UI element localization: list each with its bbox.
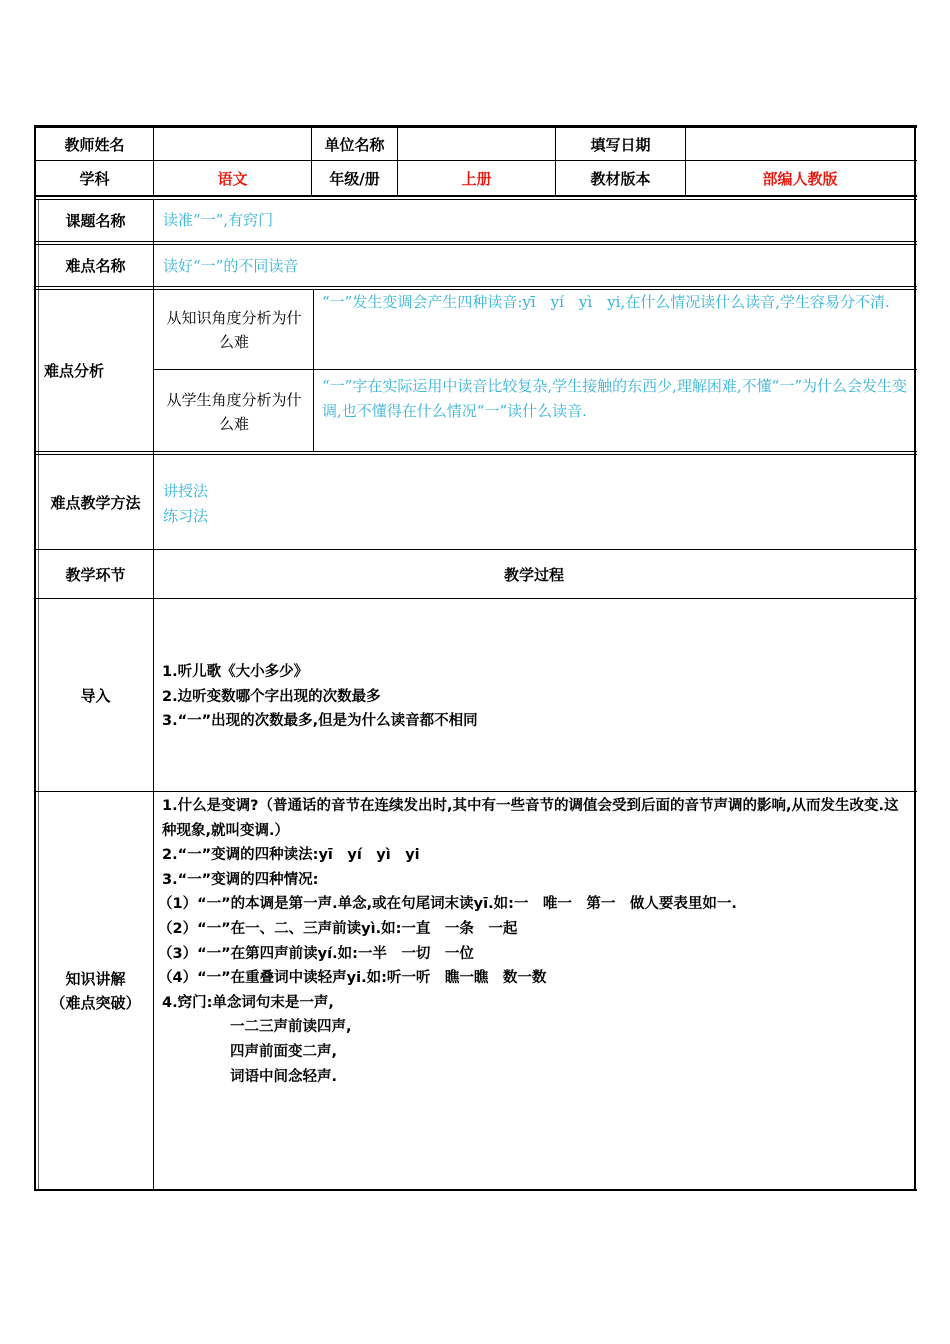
teacher-name-label: 教师姓名: [64, 135, 125, 154]
col-line: [153, 199, 154, 1191]
row-line: [34, 199, 917, 200]
knowledge-line: 2.“一”变调的四种读法:yī yí yì yi: [162, 847, 420, 864]
row-line: [34, 791, 917, 792]
knowledge-line: 四声前面变二声,: [230, 1043, 338, 1060]
table-border-left: [34, 125, 36, 1191]
grade-value: 上册: [461, 169, 492, 188]
col-line: [313, 289, 314, 451]
method-list: [163, 479, 463, 531]
knowledge-line: 1.什么是变调?（普通话的音节在连续发出时,其中有一些音节的调值会受到后面的音节声调的影响,从而发生改变.这种现象,就叫变调.）: [162, 798, 899, 839]
knowledge-label-line2: （难点突破）: [50, 993, 141, 1012]
topic-label: 课题名称: [65, 212, 126, 230]
difficulty-value: 读好“一”的不同读音: [163, 257, 299, 275]
knowledge-line: 词语中间念轻声.: [230, 1068, 338, 1085]
row-line: [34, 241, 917, 242]
row-line: [153, 369, 917, 370]
knowledge-line: 3.“一”变调的四种情况:: [162, 871, 319, 888]
analysis-label: 难点分析: [44, 362, 105, 380]
knowledge-line: 一二三声前读四声,: [230, 1019, 352, 1036]
intro-label: 导入: [80, 686, 111, 705]
knowledge-line: （2）“一”在一、二、三声前读yì.如:一直 一条 一起: [158, 920, 518, 937]
method-item: 讲授法: [163, 482, 209, 500]
knowledge-line: 4.窍门:单念词句末是一声,: [162, 994, 334, 1011]
row-line: [34, 195, 917, 197]
edition-value: 部编人教版: [762, 169, 838, 188]
subject-value: 语文: [217, 169, 248, 188]
unit-name-value[interactable]: [398, 128, 555, 160]
knowledge-line: （4）“一”在重叠词中读轻声yi.如:听一听 瞧一瞧 数一数: [158, 970, 547, 987]
process-header: 教学过程: [503, 565, 564, 584]
table-border-bottom: [34, 1189, 917, 1191]
topic-value: 读准“一”,有窍门: [163, 211, 274, 229]
knowledge-line: （1）“一”的本调是第一声.单念,或在句尾词末读yī.如:一 唯一 第一 做人要表里如一.: [158, 896, 737, 913]
intro-line: 1.听儿歌《大小多少》: [162, 664, 309, 680]
method-label: 难点教学方法: [50, 493, 141, 512]
teacher-name-value[interactable]: [154, 128, 311, 160]
fill-date-label: 填写日期: [590, 135, 651, 154]
grade-label: 年级/册: [329, 169, 380, 188]
intro-line: 2.边听变数哪个字出现的次数最多: [162, 688, 381, 705]
knowledge-lines: [158, 794, 907, 1094]
method-item: 练习法: [163, 507, 209, 525]
unit-name-label: 单位名称: [324, 135, 385, 154]
student-angle-label: 从学生角度分析为什么难: [166, 391, 302, 433]
table-border-right: [914, 125, 916, 1191]
intro-lines: [162, 660, 902, 740]
intro-line: 3.“一”出现的次数最多,但是为什么读音都不相同: [162, 713, 478, 730]
knowledge-angle-label: 从知识角度分析为什么难: [166, 309, 302, 351]
stage-header: 教学环节: [65, 565, 126, 584]
student-angle-text: “一”字在实际运用中读音比较复杂,学生接触的东西少,理解困难,不懂“一”为什么会发生变调,也不懂得在什么情况“一”读什么读音.: [322, 377, 907, 420]
knowledge-line: （3）“一”在第四声前读yí.如:一半 一切 一位: [158, 945, 474, 962]
row-line: [34, 598, 917, 599]
row-line: [34, 286, 917, 287]
subject-label: 学科: [79, 169, 110, 188]
knowledge-angle-text: “一”发生变调会产生四种读音:yī yí yì yi,在什么情况读什么读音,学生容易分不清.: [322, 293, 890, 311]
fill-date-value[interactable]: [686, 128, 914, 160]
row-line: [34, 244, 917, 245]
row-line: [34, 454, 917, 455]
difficulty-label: 难点名称: [65, 257, 126, 275]
knowledge-label-line1: 知识讲解: [65, 969, 126, 988]
row-line: [34, 451, 917, 452]
edition-label: 教材版本: [590, 169, 651, 188]
knowledge-label: [38, 792, 153, 1189]
